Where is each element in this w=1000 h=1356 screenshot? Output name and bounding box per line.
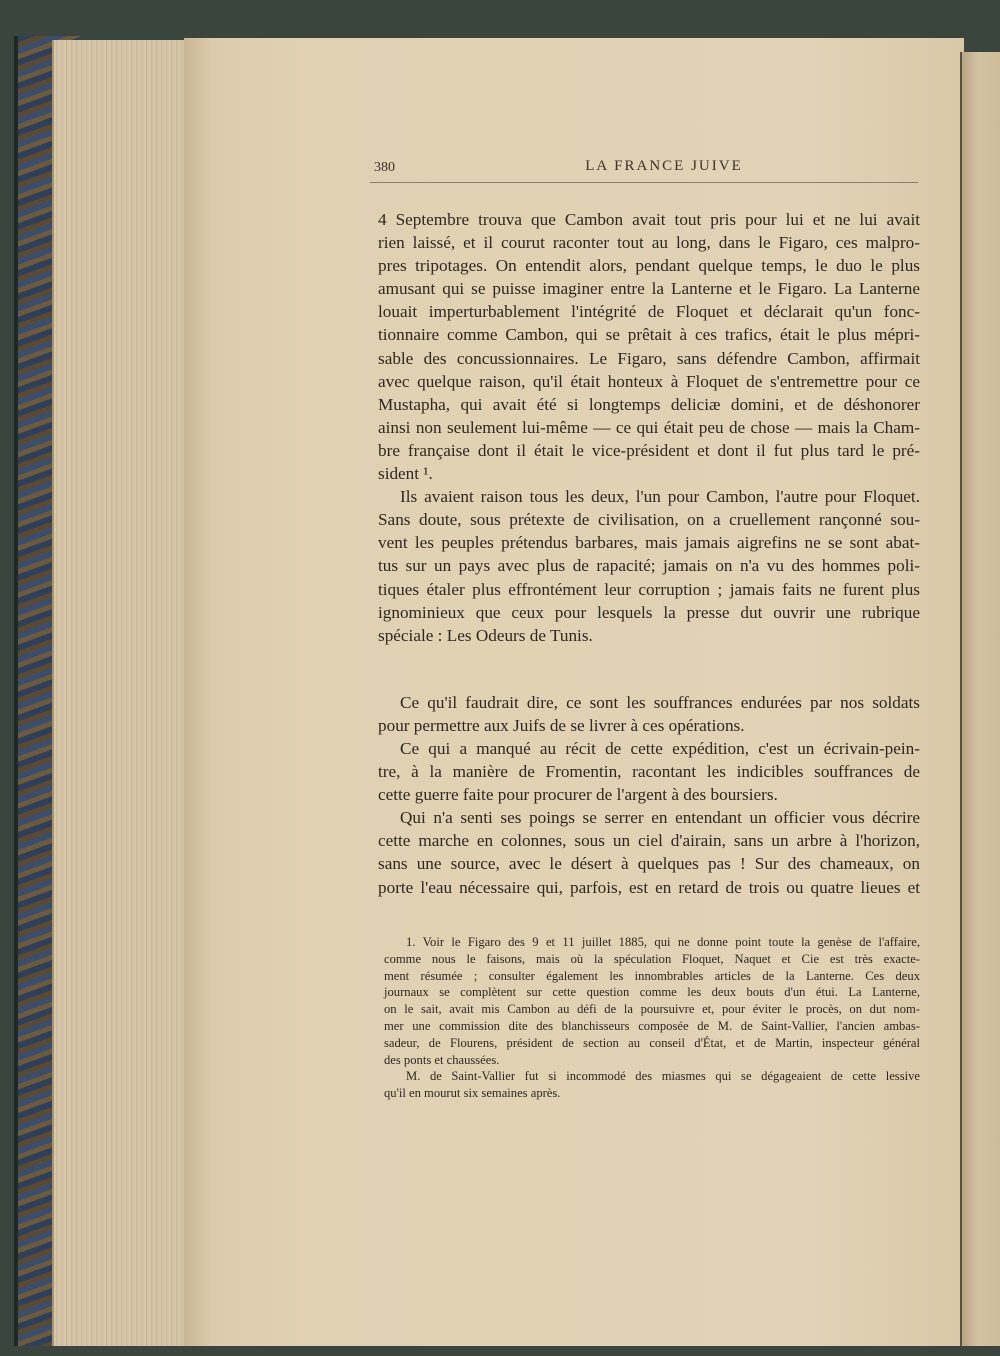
section-gap (378, 647, 920, 691)
text-line: amusant qui se puisse imaginer entre la Lanterne et le Figaro. La Lanterne (378, 279, 920, 299)
facing-page-edge (960, 52, 1000, 1346)
text-line: sident ¹. (378, 464, 433, 484)
text-line: Qui n'a senti ses poings se serrer en entendant un officier vous décrire (400, 808, 920, 828)
page-stack-edge (52, 40, 190, 1346)
page-header (370, 156, 918, 183)
text-line: tus sur un pays avec plus de rapacité; jamais on n'a vu des hommes poli- (378, 556, 920, 576)
footnote-line: journaux se complètent sur cette question comme les deux bouts d'un étui. La Lanterne, (384, 985, 920, 1000)
footnote-line: qu'il en mourut six semaines après. (384, 1086, 561, 1101)
text-line: pres tripotages. On entendit alors, pendant quelque temps, le duo le plus (378, 256, 920, 276)
text-line: tionnaire comme Cambon, qui se prêtait à ces trafics, était le plus mépri- (378, 325, 920, 345)
text-line: ignominieux que ceux pour lesquels la presse dut ouvrir une rubrique (378, 602, 920, 622)
running-title: LA FRANCE JUIVE (585, 158, 743, 174)
text-line: ainsi non seulement lui-même — ce qui était peu de chose — mais la Cham- (378, 417, 920, 437)
text-line: sans une source, avec le désert à quelques pas ! Sur des chameaux, on (378, 854, 920, 874)
footnote-line: ment résumée ; consulter également les innombrables articles de la Lanterne. Ces deux (384, 968, 920, 983)
footnote-line: 1. Voir le Figaro des 9 et 11 juillet 1885, qui ne donne point toute la genèse de l'affaire, (406, 935, 920, 949)
text-line: avec quelque raison, qu'il était honteux à Floquet de s'entremettre pour ce (378, 371, 920, 391)
text-line: Ce qu'il faudrait dire, ce sont les souffrances endurées par nos soldats (400, 692, 920, 712)
footnote-line: mer une commission dite des blanchisseurs composée de M. de Saint-Vallier, l'ancien ambas- (384, 1018, 920, 1033)
text-line: spéciale : Les Odeurs de Tunis. (378, 625, 593, 645)
text-line: bre française dont il était le vice-président et dont il fut plus tard le pré- (378, 440, 920, 460)
footnote-line: comme nous le faisons, mais où la spéculation Floquet, Naquet et Cie est très exacte- (384, 951, 920, 966)
footnote-line: sadeur, de Flourens, président de section au conseil d'État, et de Martin, inspecteur général (384, 1035, 920, 1050)
text-line: sable des concussionnaires. Le Figaro, sans défendre Cambon, affirmait (378, 348, 920, 368)
text-line: tiques étaler plus effrontément leur corruption ; jamais faits ne furent plus (378, 579, 920, 599)
footnote-line: M. de Saint-Vallier fut si incommodé des miasmes qui se dégageaient de cette lessive (406, 1069, 920, 1084)
text-line: Sans doute, sous prétexte de civilisation, on a cruellement rançonné sou- (378, 510, 920, 530)
text-line: Mustapha, qui avait été si longtemps deliciæ domini, et de déshonorer (378, 394, 920, 414)
text-line: Ce qui a manqué au récit de cette expédition, c'est un écrivain-pein- (400, 738, 920, 758)
text-line: Ils avaient raison tous les deux, l'un pour Cambon, l'autre pour Floquet. (400, 487, 920, 507)
footnote-line: des ponts et chaussées. (384, 1052, 500, 1067)
footnote-line: on le sait, avait mis Cambon au défi de la poursuivre et, pour éviter le procès, on dut nom- (384, 1002, 920, 1017)
text-line: cette marche en colonnes, sous un ciel d'airain, sans un arbre à l'horizon, (378, 831, 920, 851)
page-number: 380 (374, 160, 395, 175)
text-line: tre, à la manière de Fromentin, racontant les indicibles souffrances de (378, 762, 920, 782)
text-line: porte l'eau nécessaire qui, parfois, est en retard de trois ou quatre lieues et (378, 877, 920, 897)
text-line: 4 Septembre trouva que Cambon avait tout pris pour lui et ne lui avait (378, 210, 920, 229)
text-line: vent les peuples prétendus barbares, mais jamais aigrefins ne se sont abat- (378, 533, 920, 553)
text-line: louait imperturbablement l'intégrité de Floquet et déclarait qu'un fonc- (378, 302, 920, 322)
body-text (378, 208, 920, 899)
footnotes (384, 934, 920, 1102)
text-line: rien laissé, et il courut raconter tout au long, dans le Figaro, ces malpro- (378, 233, 920, 253)
text-line: pour permettre aux Juifs de se livrer à ces opérations. (378, 715, 745, 735)
text-line: cette guerre faite pour procurer de l'argent à des boursiers. (378, 785, 778, 805)
